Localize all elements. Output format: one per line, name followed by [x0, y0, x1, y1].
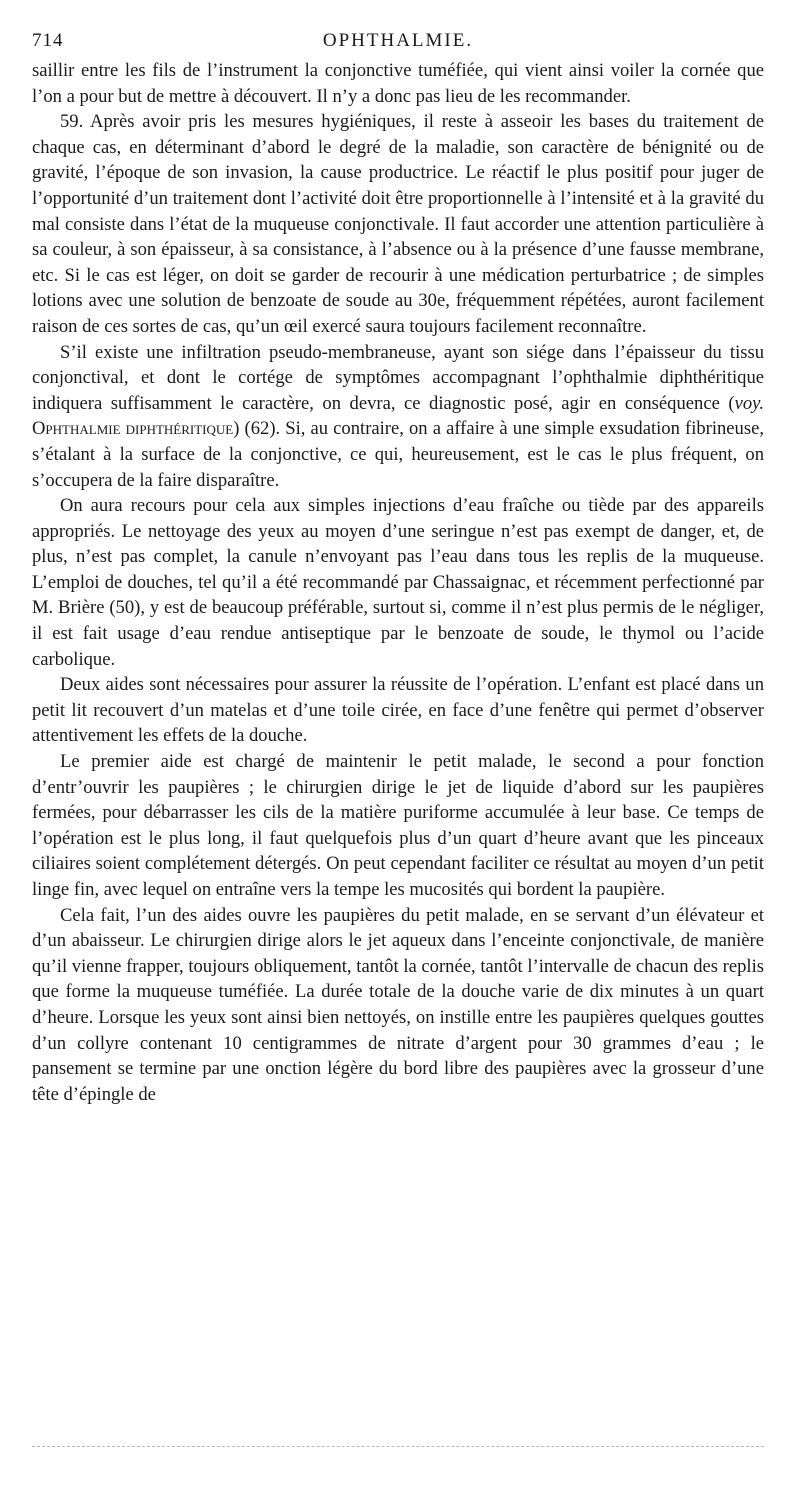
book-page [32, 30, 764, 1107]
paragraph-text: ) (62). Si, au contraire, on a affaire à une simple exsudation fibrineuse, s’étalant à la surface de la conjonctive, ce qui, heureusement, est le cas le plus fréquent, on s’occupera de la faire disparaître. [32, 418, 764, 491]
page-number: 714 [32, 30, 64, 51]
page-header [32, 30, 764, 58]
paragraph: Deux aides sont nécessaires pour assurer la réussite de l’opération. L’enfant est placé dans un petit lit recouvert d’un matelas et d’une toile cirée, en face d’une fenêtre qui permet d’observer attentivement les effets de la douche. [32, 674, 764, 747]
paragraph: saillir entre les fils de l’instrument la conjonctive tuméfiée, qui vient ainsi voiler la cornée que l’on a pour but de mettre à découvert. Il n’y a donc pas lieu de les recommander. [32, 60, 764, 107]
paragraph-diphtheritic [32, 340, 764, 494]
running-head: OPHTHALMIE. [322, 30, 474, 51]
body-text [32, 58, 764, 1107]
paragraph: Cela fait, l’un des aides ouvre les paupières du petit malade, en se servant d’un élévateur et d’un abaisseur. Le chirurgien dirige alors le jet aqueux dans l’enceinte conjonctivale, de manière qu’il vienne frapper, toujours obliquement, tantôt la cornée, tantôt l’intervalle de chacun des replis que forme la muqueuse tuméfiée. La durée totale de la douche varie de dix minutes à un quart d’heure. Lorsque les yeux sont ainsi bien nettoyés, on instille entre les paupières quelques gouttes d’un collyre contenant 10 centigrammes de nitrate d’argent pour 30 grammes d’eau ; le pansement se termine par une onction légère du bord libre des paupières avec la grosseur d’une tête d’épingle de [32, 904, 764, 1105]
cross-reference-voy: voy. [734, 392, 764, 414]
paragraph: Le premier aide est chargé de maintenir le petit malade, le second a pour fonction d’entr’ouvrir les paupières ; le chirurgien dirige le jet de liquide d’abord sur les paupières fermées, pour débarrasser les cils de la matière puriforme accumulée à leur base. Ce temps de l’opération est le plus long, il faut quelquefois plus d’un quart d’heure avant que les pinceaux ciliaires soient complétement détergés. On peut cependant faciliter ce résultat au moyen d’un petit linge fin, avec lequel on entraîne vers la tempe les mucosités qui bordent la paupière. [32, 751, 764, 900]
paragraph-text: S’il existe une infiltration pseudo-membraneuse, ayant son siége dans l’épaisseur du tissu conjonctival, et dont le cortége de symptômes accompagnant l’ophthalmie diphthéritique indiquera suffisamment le caractère, on devra, ce diagnostic posé, agir en conséquence ( [32, 341, 764, 414]
paragraph: On aura recours pour cela aux simples injections d’eau fraîche ou tiède par des appareils appropriés. Le nettoyage des yeux au moyen d’une seringue n’est pas exempt de danger, et, de plus, n’est pas complet, la canule n’envoyant pas l’eau dans tous les replis de la muqueuse. L’emploi de douches, tel qu’il a été recommandé par Chassaignac, et récemment perfectionné par M. Brière (50), y est de beaucoup préférable, surtout si, comme il n’est plus permis de le négliger, il est fait usage d’eau rendue antiseptique par le benzoate de soude, le thymol ou l’acide carbolique. [32, 495, 764, 670]
paragraph-section-59: 59. Après avoir pris les mesures hygiéniques, il reste à asseoir les bases du traitement de chaque cas, en déterminant d’abord le degré de la maladie, son caractère de bénignité ou de gravité, l’époque de son invasion, la cause productrice. Le réactif le plus positif pour juger de l’opportunité d’un traitement dont l’activité doit être proportionnelle à l’intensité et à la gravité du mal consiste dans l’état de la muqueuse conjonctivale. Il faut accorder une attention particulière à sa couleur, à son épaisseur, à sa consistance, à l’absence ou à la présence d’une fausse membrane, etc. Si le cas est léger, on doit se garder de recourir à une médication perturbatrice ; de simples lotions avec une solution de benzoate de soude au 30e, fréquemment répétées, auront facilement raison de ces sortes de cas, qu’un œil exercé saura toujours facilement reconnaître. [32, 111, 764, 337]
footer-rule [32, 1446, 764, 1449]
cross-reference-title: Ophthalmie diphthéritique [32, 418, 234, 440]
